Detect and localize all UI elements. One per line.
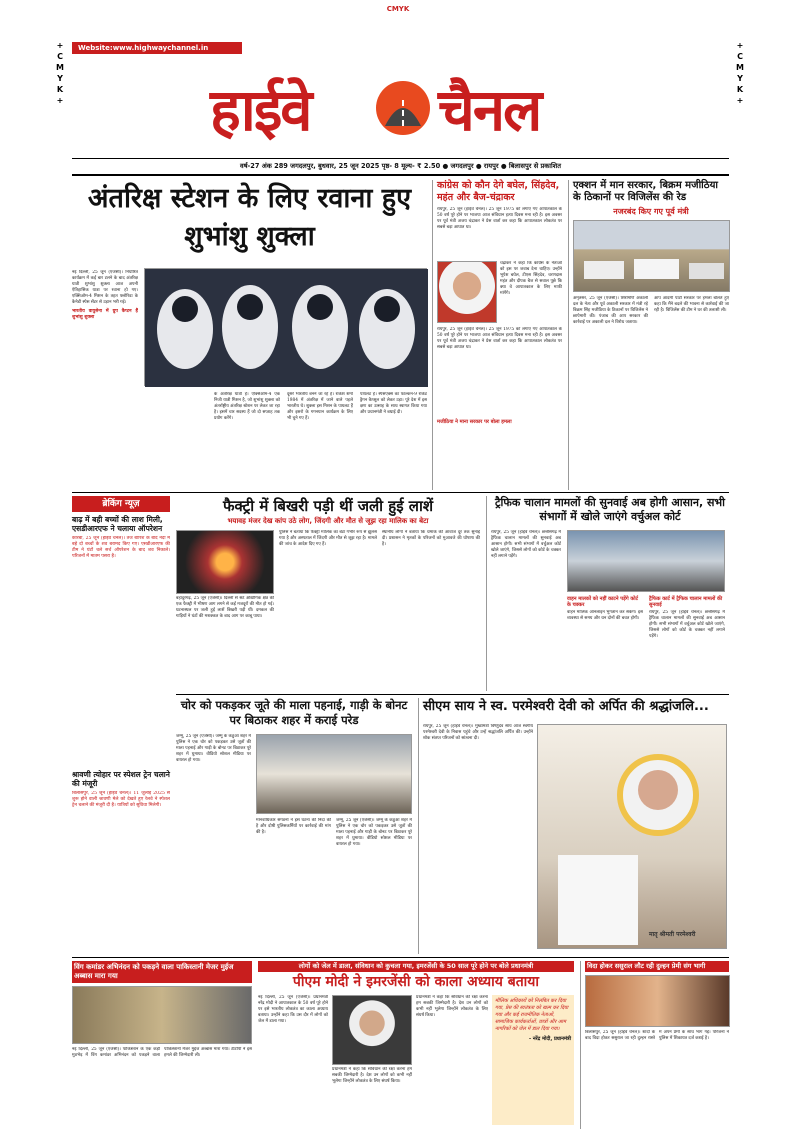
cmyk-mark-top: CMYK [386, 5, 410, 13]
lead-column-3: दूसरे भारतीय बनने जा रहे हैं। राकेश शर्मा 1984 में अंतरिक्ष में जाने वाले पहले भारतीय थे। शुक्ला इस मिशन के पायलट हैं और इसरो के गगनयान कार्यक्रम के लिए भी चुने गए हैं। [287, 392, 353, 422]
quote-attribution: - नरेंद्र मोदी, प्रधानमंत्री [529, 1036, 571, 1042]
story5-body: रायपुर, 25 जून (हाईवे चैनल)। छत्तीसगढ़ में ट्रैफिक चालान मामलों की सुनवाई अब आसान होगी। सभी संभागों में वर्चुअल कोर्ट खोले जाएंगे, जिससे लोगों को कोर्ट के चक्कर नहीं लगाने पड़ेंगे। [491, 530, 561, 560]
story8-body: नई दिल्ली, 25 जून (एजेंसी)। पाकिस्तान के एक कड़ी मुठभेड़ में विंग कमांडर अभिनंदन को पकड़ने वाला पाकिस्तानी मेजर मुईज अब्बास मारा गया। टीटीपी ने इस हमले की जिम्मेदारी ली। [72, 1047, 252, 1059]
story10-body: बिलासपुर, 25 जून (हाईवे चैनल)। शादी के बाद विदा होकर ससुराल जा रही दुल्हन रास्ते में अपने प्रेमी के साथ भाग गई। परिजनों ने पुलिस में शिकायत दर्ज कराई है। [585, 1030, 729, 1042]
road-logo-icon [375, 80, 431, 136]
story4-headline[interactable]: फैक्ट्री में बिखरी पड़ी थीं जली हुई लाशें [222, 497, 434, 515]
story3-body: अमृतसर, 25 जून (एजेंसी)। शिरोमणि अकाली दल के नेता और पूर्व अकाली सरकार में मंत्री रहे बिक्रम सिंह मजीठिया के ठिकानों पर विजिलेंस ने छापेमारी की। पंजाब की आप सरकार की कार्रवाई पर अकाली दल ने विरोध जताया। [573, 296, 648, 326]
story6-body2: मानवाधिकार संगठनों ने इस घटना की निंदा की है और दोषी पुलिसकर्मियों पर कार्रवाई की मांग की है। [256, 818, 331, 836]
story-pm-modi [258, 961, 574, 1129]
soldier-photo [72, 986, 252, 1044]
story3-subhead: नजरबंद किए गए पूर्व मंत्री [613, 207, 689, 216]
story4-body2: पुलिस ने बताया कि फैक्ट्री मालिक का बेटा गंभीर रूप से झुलस गया है और अस्पताल में जिंदगी और मौत से जूझ रहा है। मामले की जांच के आदेश दिए गए हैं। [279, 530, 377, 548]
masthead-right: चैनल [438, 76, 541, 144]
story6-body3: जम्मू, 25 जून (एजेंसी)। जम्मू के कठुआ शहर में पुलिस ने एक चोर को पकड़कर उसे जूतों की माला पहनाई और गाड़ी के बोनट पर बिठाकर पूरे शहर में घुमाया। वीडियो सोशल मीडिया पर वायरल हो गया। [336, 818, 412, 848]
story-majithia [568, 180, 729, 490]
story6-body: जम्मू, 25 जून (एजेंसी)। जम्मू के कठुआ शहर में पुलिस ने एक चोर को पकड़कर उसे जूतों की माला पहनाई और गाड़ी के बोनट पर बिठाकर पूरे शहर में घुमाया। वीडियो सोशल मीडिया पर वायरल हो गया। [176, 734, 251, 764]
story-pakistan [72, 961, 252, 1129]
lead-story [72, 180, 427, 490]
bride-photo [585, 975, 730, 1027]
story4-subhead: भयावह मंजर देख कांप उठे लोग, जिंदगी और मौत से जूझ रहा मालिक का बेटा [227, 517, 429, 525]
breaking-item2-title[interactable]: श्रावणी त्योहार पर स्पेशल ट्रेन चलाने की मंजूरी [72, 770, 170, 788]
story-thief [176, 698, 412, 954]
divider [72, 174, 729, 176]
story-cm-sai [418, 698, 729, 954]
story8-kicker[interactable]: विंग कमांडर अभिनंदन को पकड़ने वाला पाकिस्तानी मेजर मुईज अब्बास मारा गया [72, 961, 252, 983]
masthead-left: हाईवे [210, 76, 311, 144]
story5-body2: वाहन मालिक ऑनलाइन भुगतान कर सकेंगे। इस व्यवस्था से समय और धन दोनों की बचत होगी। [567, 610, 643, 622]
website-label[interactable]: Website:www.highwaychannel.in [72, 42, 242, 54]
quote-text: मौलिक अधिकारों को निलंबित कर दिया गया, प्रेस की स्वतंत्रता को खत्म कर दिया गया और कई राजनीतिक नेताओं, सामाजिक कार्यकर्ताओं, छात्रों और आम नागरिकों को जेल में डाल दिया गया। [495, 998, 569, 1032]
story-congress [432, 180, 562, 490]
politician-photo [437, 261, 497, 323]
story9-headline[interactable]: पीएम मोदी ने इमरजेंसी को काला अध्याय बताया [292, 974, 540, 990]
story2-body3: रायपुर, 25 जून (हाईवे चैनल)। 25 जून 1975 को लगाए गए आपातकाल के 50 वर्ष पूरे होने पर भाजपा आज संविधान हत्या दिवस मना रही है। इस अवसर पर पूर्व मंत्री अजय चंद्राकर ने प्रेस वार्ता कर कहा कि आपातकाल लोकतंत्र पर सबसे बड़ा आघात था। [437, 327, 562, 351]
story5-sub1: वाहन मालकों को नहीं काटने पड़ेंगे कोर्ट के चक्कर [567, 596, 639, 608]
breaking-item2-body: बिलासपुर, 25 जून (हाईवे चैनल)। 11 जुलाई 2025 से शुरू होने वाली श्रावणी मेले को देखते हुए रेलवे ने स्पेशल ट्रेन चलाने की मंजूरी दी है। यात्रियों को सुविधा मिलेगी। [72, 791, 170, 809]
breaking-item1-body: कोरबा, 25 जून (हाईवे चैनल)। तेज बारिश के बाद नदी में बहे दो बच्चों के शव बरामद किए गए। एसडीआरएफ की टीम ने घंटों चले सर्च ऑपरेशन के बाद शव निकाले। परिजनों में मातम पसरा है। [72, 536, 170, 560]
breaking-news [72, 496, 170, 954]
registration-marks-right: + C M Y K + [736, 41, 744, 105]
tribute-photo [537, 724, 727, 949]
story3-headline[interactable]: एक्शन में मान सरकार, बिक्रम मजीठिया के ठिकानों पर विजिलेंस की रेड [573, 180, 718, 203]
story4-body: बहादुरगढ़, 25 जून (एजेंसी)। दिल्ली से सटे औद्योगिक क्षेत्र की एक फैक्ट्री में भीषण आग लगने से कई मजदूरों की मौत हो गई। घटनास्थल पर जली हुई लाशें बिखरी पड़ी थीं। दमकल की गाड़ियों ने घंटों की मशक्कत के बाद आग पर काबू पाया। [176, 596, 274, 620]
divider [176, 694, 729, 695]
registration-marks-left: + C M Y K + [56, 41, 64, 105]
story9-body2: प्रधानमंत्री ने कहा कि संविधान की रक्षा करना हम सबकी जिम्मेदारी है। देश उन लोगों को कभी नहीं भूलेगा जिन्होंने लोकतंत्र के लिए संघर्ष किया। [332, 1067, 412, 1085]
story3-body2: आप आदमी पार्टी सरकार पर हमला बोलते हुए कहा कि मैंने बदले की भावना से कार्रवाई की जा रही है। विजिलेंस की टीम ने घर की तलाशी ली। [654, 296, 729, 314]
quote-box [492, 995, 574, 1125]
breaking-item1-title[interactable]: बाढ़ में बही बच्चों की लाश मिली, एसडीआरएफ ने चलाया ऑपरेशन [72, 515, 163, 533]
story5-headline[interactable]: ट्रैफिक चालान मामलों की सुनवाई अब होगी आसान, सभी संभागों में खोले जाएंगे वर्चुअल कोर्ट [495, 496, 725, 523]
story10-kicker[interactable]: विदा होकर ससुराल लौट रही दुल्हन प्रेमी संग भागी [585, 961, 729, 972]
lead-column-4: पायलट हैं। स्पेसएक्स का फाल्कन-9 रॉकेट ड्रैगन कैप्सूल को लेकर उड़ा। पूरे देश में इस क्षण का उत्साह के साथ स्वागत किया गया और प्रधानमंत्री ने बधाई दी। [360, 392, 427, 416]
divider [72, 158, 729, 159]
story9-kicker[interactable]: लोगों को जेल में डाला, संविधान को कुचला गया, इमरजेंसी के 50 साल पूरे होने पर बोले प्रधानमंत्री [258, 961, 574, 972]
story2-caption: मजीठिया ने माना सरकार पर बोला हमला [437, 419, 512, 425]
fire-photo [176, 530, 274, 594]
story2-body2: चंद्राकर ने कहा कि कांग्रेस के नेताओं को इस पर जवाब देना चाहिए। उन्होंने भूपेश बघेल, टीएस सिंहदेव, चरणदास महंत और दीपक बैज से सवाल पूछे कि क्या वे आपातकाल के लिए माफी मांगेंगे। [500, 261, 562, 297]
story2-headline[interactable]: कांग्रेस को कौन देगे बघेल, सिंहदेव, महंत और बैज-चंद्राकर [437, 180, 560, 203]
raid-photo [573, 220, 730, 292]
story7-headline[interactable]: सीएम साय ने स्व. परमेश्वरी देवी को अर्पित की श्रद्धांजलि... [423, 699, 709, 714]
story9-body3: प्रधानमंत्री ने कहा कि संविधान की रक्षा करना हम सबकी जिम्मेदारी है। देश उन लोगों को कभी नहीं भूलेगा जिन्होंने लोकतंत्र के लिए संघर्ष किया। [416, 995, 488, 1019]
astronaut-photo [144, 268, 427, 386]
lead-column-1: नई दिल्ली, 25 जून (एजेंसी)। निर्धारित कार्यक्रम में कई बार टलने के बाद अंतरिक्ष यात्री शुभांशु शुक्ला आज अपनी ऐतिहासिक यात्रा पर रवाना हो गए। एक्सिओम-4 मिशन के तहत फ्लोरिडा के कैनेडी स्पेस सेंटर से उड़ान भरी गई। भारतीय वायुसेना में ग्रुप कैप्टन हैं शुभांशु शुक्ला [72, 270, 138, 320]
story9-body: नई दिल्ली, 25 जून (एजेंसी)। प्रधानमंत्री नरेंद्र मोदी ने आपातकाल के 50 वर्ष पूरे होने पर इसे भारतीय लोकतंत्र का काला अध्याय बताया। उन्होंने कहा कि उस दौर में लोगों को जेल में डाला गया। [258, 995, 328, 1025]
story2-body: रायपुर, 25 जून (हाईवे चैनल)। 25 जून 1975 को लगाए गए आपातकाल के 50 वर्ष पूरे होने पर भाजपा आज संविधान हत्या दिवस मना रही है। इस अवसर पर पूर्व मंत्री अजय चंद्राकर ने प्रेस वार्ता कर कहा कि आपातकाल लोकतंत्र पर सबसे बड़ा आघात था। [437, 207, 562, 231]
lead-headline[interactable]: अंतरिक्ष स्टेशन के लिए रवाना हुए शुभांशु शुक्ला [87, 183, 412, 252]
breaking-label: ब्रेकिंग न्यूज़ [72, 496, 170, 512]
story-traffic [486, 496, 729, 691]
story5-sub2: ट्रैफिक कार्ट में ट्रैफिक चालान मामलों की सुनवाई [649, 596, 723, 608]
dateline: वर्ष-27 अंक 289 जगदलपुर, बुधवार, 25 जून 2025 पृष्ठ- 8 मूल्य- ₹ 2.50 ● जगदलपुर ● रायपुर ● बिलासपुर से प्रकाशित [240, 162, 561, 170]
story6-headline[interactable]: चोर को पकड़कर जूते की माला पहनाई, गाड़ी के बोनट पर बिठाकर शहर में कराई परेड [180, 698, 408, 727]
modi-photo [332, 995, 412, 1065]
divider [72, 957, 729, 958]
masthead [210, 64, 590, 154]
divider [72, 492, 729, 493]
tribute-frame-text: मातृ श्रीमती परमेश्वरी [649, 931, 696, 938]
story-factory [176, 496, 480, 691]
story-bride [580, 961, 729, 1129]
story5-body3: रायपुर, 25 जून (हाईवे चैनल)। छत्तीसगढ़ में ट्रैफिक चालान मामलों की सुनवाई अब आसान होगी। सभी संभागों में वर्चुअल कोर्ट खोले जाएंगे, जिससे लोगों को कोर्ट के चक्कर नहीं लगाने पड़ेंगे। [649, 610, 725, 640]
story7-body: रायपुर, 25 जून (हाईवे चैनल)। मुख्यमंत्री विष्णुदेव साय आज स्वर्गीय परमेश्वरी देवी के निवास पहुंचे और उन्हें श्रद्धांजलि अर्पित की। उन्होंने शोक संतप्त परिजनों को सांत्वना दी। [423, 724, 533, 742]
lead-column-2: के अंतरिक्ष यात्री हैं। एक्सिओम-4 एक निजी यात्री मिशन है, जो शुभांशु शुक्ला को अंतर्राष्ट्रीय अंतरिक्ष स्टेशन पर लेकर जा रहा है। इसमें चार सदस्य हैं जो दो सप्ताह तक प्रयोग करेंगे। [214, 392, 280, 422]
traffic-photo [567, 530, 725, 592]
story4-body3: स्थानीय लोगों ने बताया कि धमाके की आवाज दूर तक सुनाई दी। प्रशासन ने मृतकों के परिजनों को मुआवजे की घोषणा की है। [382, 530, 480, 548]
thief-photo [256, 734, 412, 814]
